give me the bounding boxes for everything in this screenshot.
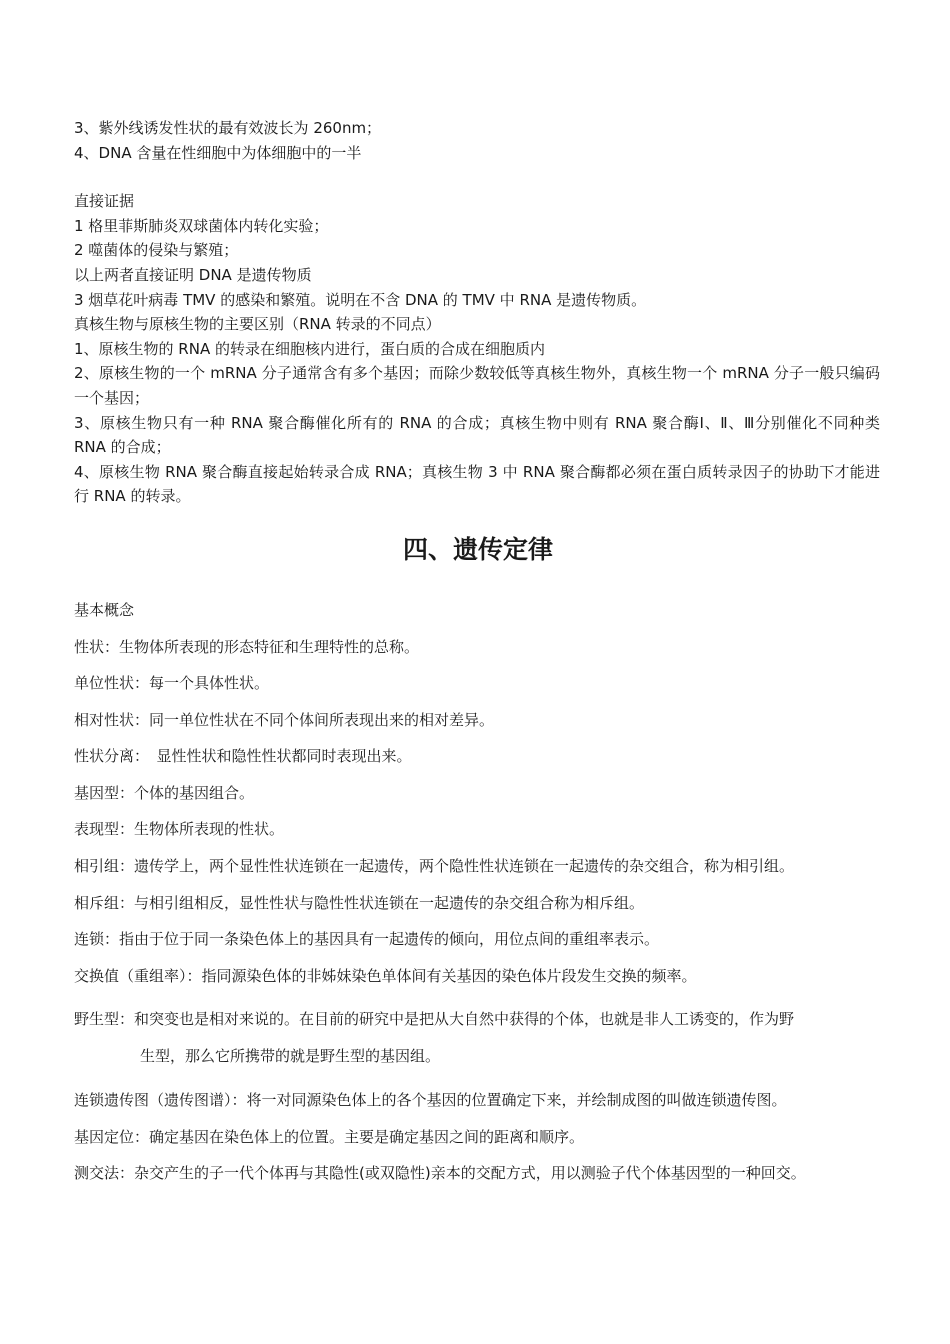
definition-linkage: 连锁：指由于位于同一条染色体上的基因具有一起遗传的倾向，用位点间的重组率表示。 xyxy=(74,930,660,949)
definition-test-cross: 测交法：杂交产生的子一代个体再与其隐性(或双隐性)亲本的交配方式，用以测验子代个体基因型的一种回交。 xyxy=(74,1164,806,1183)
wild-type-line-1: 野生型：和突变也是相对来说的。在目前的研究中是把从大自然中获得的个体，也就是非人工诱变的，作为野 xyxy=(74,1010,795,1029)
definition-relative-trait: 相对性状：同一单位性状在不同个体间所表现出来的相对差异。 xyxy=(74,710,495,729)
difference-3: 3、原核生物只有一种 RNA 聚合酶催化所有的 RNA 的合成；真核生物中则有 RNA 聚合酶Ⅰ、Ⅱ、Ⅲ分别催化不同种类 RNA 的合成； xyxy=(74,413,880,457)
evidence-item-4: 4、DNA 含量在性细胞中为体细胞中的一半 xyxy=(74,143,362,162)
evidence-item-3: 3、紫外线诱发性状的最有效波长为 260nm； xyxy=(74,119,382,137)
definition-segregation: 性状分离： 显性性状和隐性性状都同时表现出来。 xyxy=(74,747,412,766)
direct-evidence-3: 3 烟草花叶病毒 TMV 的感染和繁殖。说明在不含 DNA 的 TMV 中 RNA 是遗传物质。 xyxy=(74,290,647,309)
definition-recombination-rate: 交换值（重组率）：指同源染色体的非姊妹染色单体间有关基因的染色体片段发生交换的频率。 xyxy=(74,966,697,985)
difference-1: 1、原核生物的 RNA 的转录在细胞核内进行，蛋白质的合成在细胞质内 xyxy=(74,339,545,358)
difference-4: 4、原核生物 RNA 聚合酶直接起始转录合成 RNA；真核生物 3 中 RNA 聚合酶都必须在蛋白质转录因子的协助下才能进行 RNA 的转录。 xyxy=(74,462,880,506)
blank-line xyxy=(74,165,880,189)
direct-evidence-1: 1 格里菲斯肺炎双球菌体内转化实验； xyxy=(74,216,329,235)
document-page xyxy=(74,116,880,1199)
definition-linkage-map: 连锁遗传图（遗传图谱）：将一对同源染色体上的各个基因的位置确定下来，并绘制成图的叫做连锁遗传图。 xyxy=(74,1091,787,1110)
definition-gene-mapping: 基因定位：确定基因在染色体上的位置。主要是确定基因之间的距离和顺序。 xyxy=(74,1127,585,1146)
direct-evidence-title: 直接证据 xyxy=(74,192,135,211)
definition-genotype: 基因型：个体的基因组合。 xyxy=(74,783,255,802)
section-heading: 四、遗传定律 xyxy=(402,534,553,564)
definition-trait: 性状：生物体所表现的形态特征和生理特性的总称。 xyxy=(74,637,420,656)
definition-unit-trait: 单位性状：每一个具体性状。 xyxy=(74,674,270,693)
definition-phenotype: 表现型：生物体所表现的性状。 xyxy=(74,820,285,839)
definition-repulsion-phase: 相斥组：与相引组相反，显性性状与隐性性状连锁在一起遗传的杂交组合称为相斥组。 xyxy=(74,893,645,912)
differences-title: 真核生物与原核生物的主要区别（RNA 转录的不同点） xyxy=(74,315,441,334)
basic-concepts-section xyxy=(74,599,880,1184)
direct-evidence-2: 2 噬菌体的侵染与繁殖； xyxy=(74,241,239,260)
definition-wild-type xyxy=(74,1001,880,1074)
direct-evidence-summary: 以上两者直接证明 DNA 是遗传物质 xyxy=(74,265,312,284)
wild-type-line-2: 生型，那么它所携带的就是野生型的基因组。 xyxy=(140,1046,441,1065)
difference-2: 2、原核生物的一个 mRNA 分子通常含有多个基因；而除少数较低等真核生物外，真核生物一个 mRNA 分子一般只编码一个基因； xyxy=(74,364,880,407)
concepts-title: 基本概念 xyxy=(74,600,135,619)
definition-coupling-phase: 相引组：遗传学上，两个显性性状连锁在一起遗传，两个隐性性状连锁在一起遗传的杂交组合，称为相引组。 xyxy=(74,857,795,876)
